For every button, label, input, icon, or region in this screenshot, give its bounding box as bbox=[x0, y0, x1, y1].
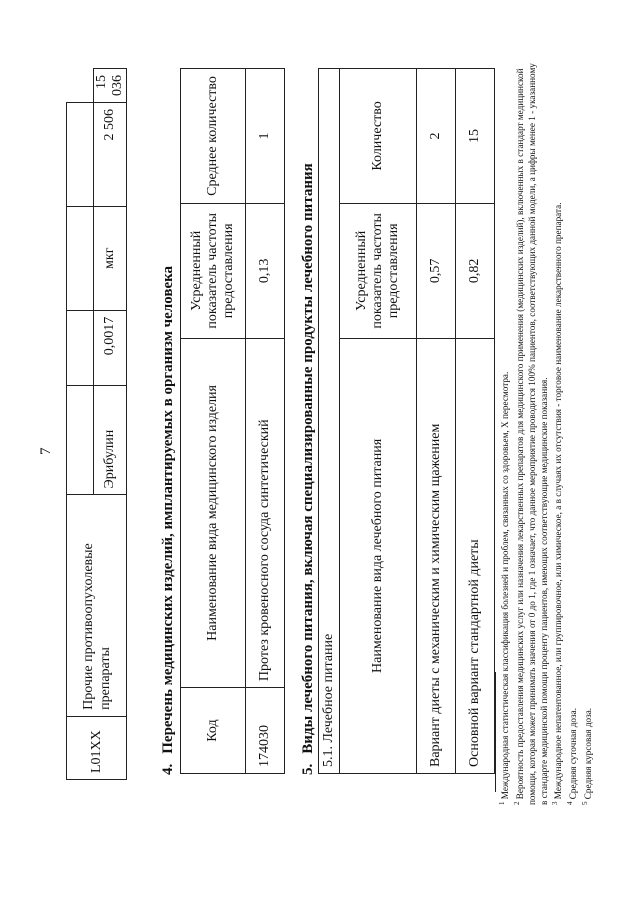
table-row bbox=[246, 69, 285, 774]
nutrition-name: Вариант диеты с механическим и химическим щажением bbox=[417, 338, 456, 773]
device-quantity: 1 bbox=[246, 69, 285, 204]
drug-name: Эрибулин bbox=[94, 385, 127, 495]
header-quantity: Количество bbox=[340, 69, 417, 204]
atc-code: L01XX bbox=[67, 716, 127, 779]
implants-table bbox=[180, 68, 285, 774]
page-number: 7 bbox=[38, 447, 54, 455]
header-code: Код bbox=[181, 688, 246, 774]
subsection-title: 5.1. Лечебное питание bbox=[319, 69, 340, 774]
table-row bbox=[67, 69, 94, 780]
table-subheader-row bbox=[319, 69, 340, 774]
footnote: $^3$ Международное непатентованное, или группировочное, или химическое, а в случаях их отсутствия - торговое наименование лекарственного препарата. bbox=[551, 202, 564, 805]
header-quantity: Среднее количество bbox=[181, 69, 246, 204]
header-device-name: Наименование вида медицинского изделия bbox=[181, 338, 246, 687]
device-name: Протез кровеносного сосуда синтетический bbox=[246, 338, 285, 687]
nutrition-frequency: 0,82 bbox=[456, 203, 495, 338]
drug-course-dose: 15 036 bbox=[94, 69, 127, 103]
header-frequency: Усредненный показатель частоты предоставления bbox=[340, 203, 417, 338]
footnotes bbox=[497, 60, 595, 805]
header-frequency: Усредненный показатель частоты предоставления bbox=[181, 203, 246, 338]
table-row bbox=[456, 69, 495, 774]
device-frequency: 0,13 bbox=[246, 203, 285, 338]
device-code: 174030 bbox=[246, 688, 285, 774]
table-header-row bbox=[340, 69, 417, 774]
nutrition-quantity: 2 bbox=[417, 69, 456, 204]
drug-daily-dose: 2 506 bbox=[94, 103, 127, 207]
footnote: $^5$ Средняя курсовая доза. bbox=[581, 707, 594, 805]
table-header-row bbox=[181, 69, 246, 774]
nutrition-name: Основной вариант стандартной диеты bbox=[456, 338, 495, 773]
table-row bbox=[417, 69, 456, 774]
nutrition-quantity: 15 bbox=[456, 69, 495, 204]
drug-unit: мкг bbox=[94, 206, 127, 310]
section-5-heading: 5.Виды лечебного питания, включая специализированные продукты лечебного питания bbox=[300, 163, 316, 775]
footnote: $^1$ Международная статистическая классификация болезней и проблем, связанных со здоровьем, X пересмотра. bbox=[498, 371, 511, 805]
nutrition-table bbox=[318, 68, 495, 774]
drugs-table-continuation bbox=[66, 68, 127, 780]
nutrition-frequency: 0,57 bbox=[417, 203, 456, 338]
section-4-heading: 4.Перечень медицинских изделий, имплантируемых в организм человека bbox=[160, 265, 176, 775]
header-nutrition-name: Наименование вида лечебного питания bbox=[340, 338, 417, 773]
atc-group-name: Прочие противоопухолевые препараты bbox=[67, 495, 127, 716]
drug-frequency: 0,0017 bbox=[94, 310, 127, 385]
footnote-separator bbox=[495, 672, 496, 792]
footnote: $^4$ Средняя суточная доза. bbox=[566, 707, 579, 805]
footnote: $^2$ Вероятность предоставления медицинских услуг или назначения лекарственных препаратов для медицинского применения (медицинских изделий), включенных в стандарт медицинской помощи, которая может принимать значения от 0 до 1, где 1 означает, что данное мероприятие проводится 100% пациентов, соответствующих данной модели, а цифры менее 1 - указанному в стандарте медицинской помощи проценту пациентов, имеющих соответствующие медицинские показания. bbox=[512, 63, 549, 805]
